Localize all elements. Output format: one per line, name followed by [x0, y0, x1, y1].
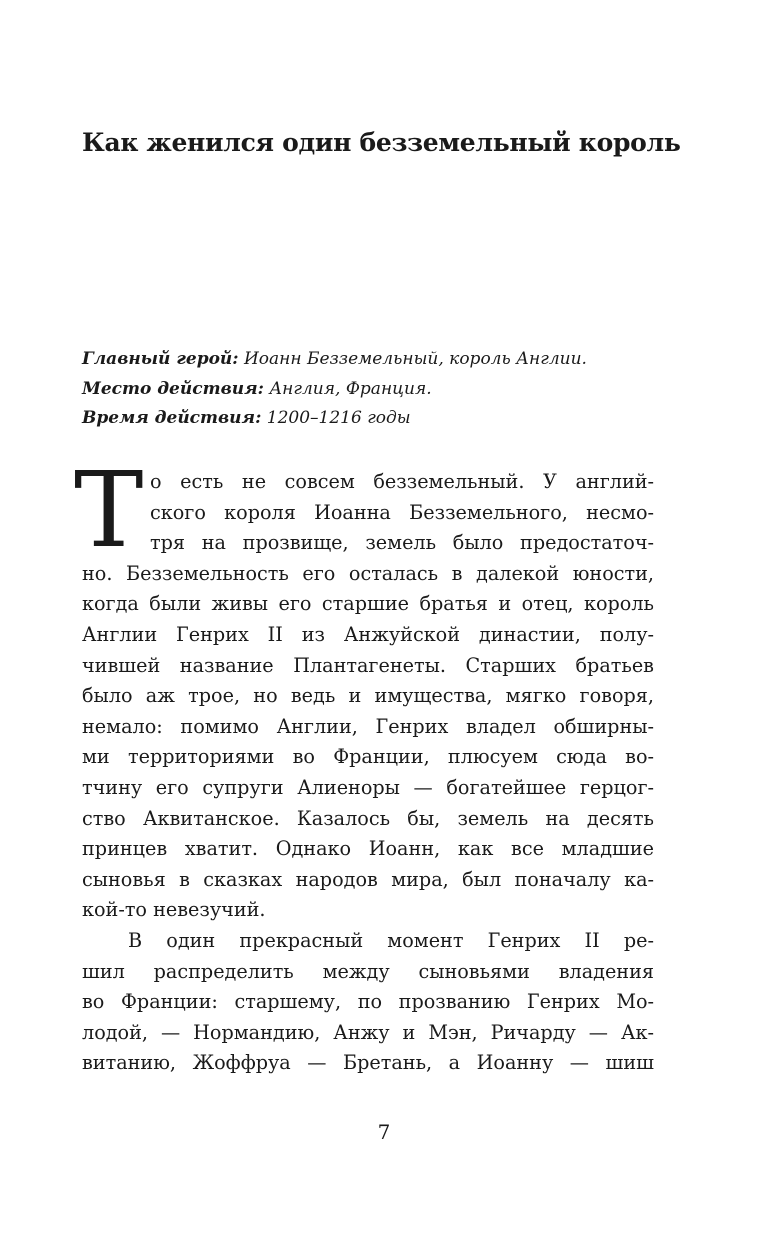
text-line: тчину его супруги Алиеноры — богатейшее герцог- [82, 775, 654, 799]
text-line: лодой, — Нормандию, Анжу и Мэн, Ричарду — Ак- [82, 1020, 654, 1044]
text-line: шил распределить между сыновьями владения [82, 959, 654, 983]
chapter-title: Как женился один безземельный король [82, 128, 681, 157]
text-line: немало: помимо Англии, Генрих владел обширны- [82, 714, 654, 738]
meta-value: Иоанн Безземельный, король Англии. [243, 349, 587, 369]
meta-value: Англия, Франция. [269, 378, 432, 399]
meta-time [82, 404, 682, 434]
meta-label: Главный герой: [82, 349, 239, 369]
body-text [82, 467, 654, 1079]
text-line: ского короля Иоанна Безземельного, несмо- [150, 500, 654, 524]
text-line: о есть не совсем безземельный. У англий- [150, 470, 654, 493]
text-line: было аж трое, но ведь и имущества, мягко говоря, [82, 684, 654, 708]
text-line: когда были живы его старшие братья и отец, король [82, 592, 654, 616]
text-line: витанию, Жоффруа — Бретань, а Иоанну — шиш [82, 1051, 654, 1075]
text-line: В один прекрасный момент Генрих II ре- [128, 928, 654, 952]
meta-hero [82, 345, 682, 375]
text-line: сыновья в сказках народов мира, был поначалу ка- [82, 867, 654, 891]
drop-cap: Т [74, 449, 144, 571]
meta-label: Время действия: [82, 408, 262, 428]
meta-place [82, 375, 682, 405]
meta-value: 1200–1216 годы [266, 408, 411, 428]
text-line: принцев хватит. Однако Иоанн, как все младшие [82, 837, 654, 861]
page-number: 7 [377, 1120, 391, 1144]
text-line: ство Аквитанское. Казалось бы, земель на десять [82, 806, 654, 830]
text-line: Англии Генрих II из Анжуйской династии, полу- [82, 622, 654, 646]
text-line: чившей название Плантагенеты. Старших братьев [82, 653, 654, 677]
text-line: ми территориями во Франции, плюсуем сюда во- [82, 745, 654, 769]
text-line: но. Безземельность его осталась в далекой юности, [82, 561, 654, 585]
chapter-meta [82, 345, 682, 434]
text-line: во Франции: старшему, по прозванию Генрих Мо- [82, 990, 654, 1014]
meta-label: Место действия: [82, 378, 264, 399]
text-line: кой-то невезучий. [82, 898, 266, 922]
text-line: тря на прозвище, земель было предостаточ- [150, 531, 654, 555]
